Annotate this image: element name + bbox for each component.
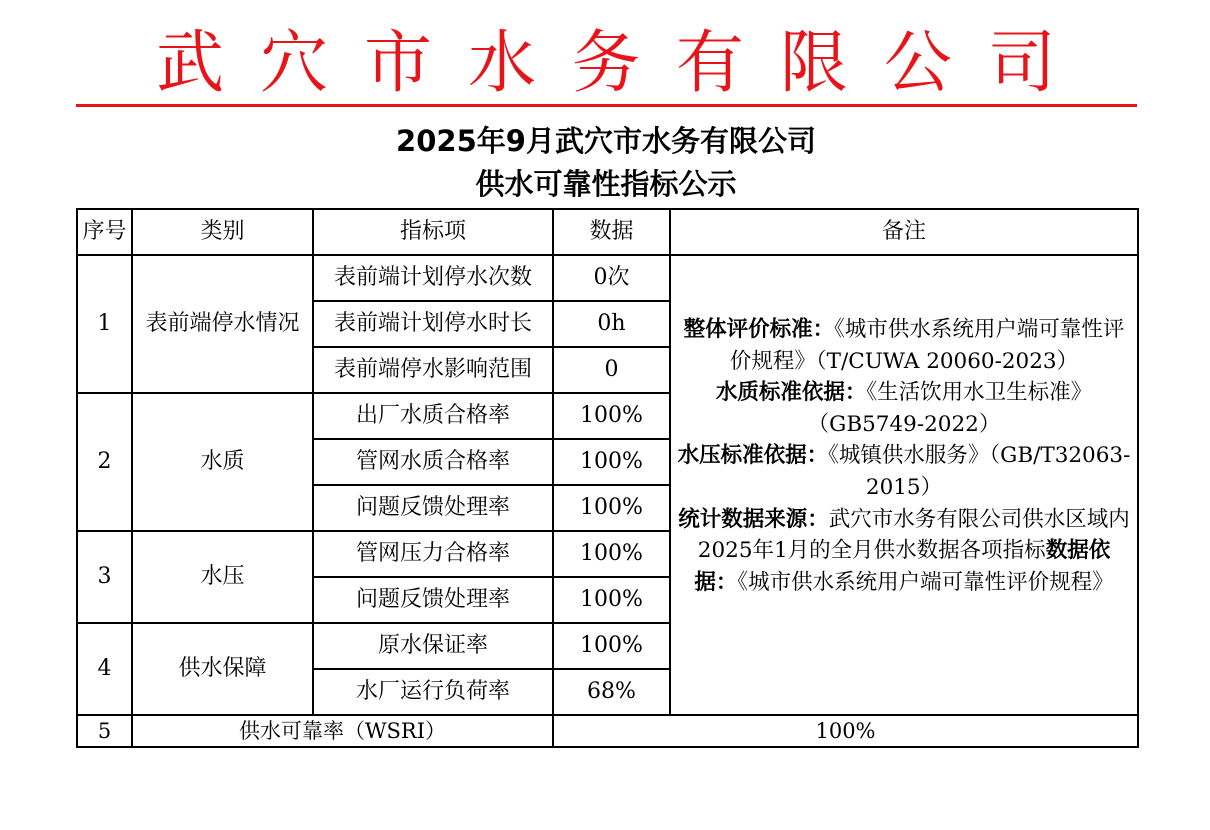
remark-text: 《城市供水系统用户端可靠性评价规程》 <box>737 569 1114 595</box>
page-subtitle: 供水可靠性指标公示 <box>475 167 737 201</box>
indicator-cell: 出厂水质合格率 <box>313 393 553 439</box>
remark <box>677 314 1131 377</box>
remark <box>677 440 1131 503</box>
table-row <box>77 255 1138 301</box>
remark-label: 数据依据： <box>694 538 1111 595</box>
remark-text: 《城市供水系统用户端可靠性评价规程》（T/CUWA 20060-2023） <box>729 317 1125 374</box>
row-number: 1 <box>77 255 132 393</box>
indicator-cell: 表前端计划停水次数 <box>313 255 553 301</box>
indicator-cell: 管网水质合格率 <box>313 439 553 485</box>
value-cell: 100% <box>553 623 670 669</box>
indicator-cell: 水厂运行负荷率 <box>313 669 553 715</box>
value-cell: 100% <box>553 439 670 485</box>
value-cell: 68% <box>553 669 670 715</box>
remark <box>677 504 1131 599</box>
indicator-cell: 原水保证率 <box>313 623 553 669</box>
category-cell: 水质 <box>132 393 313 531</box>
indicator-cell: 问题反馈处理率 <box>313 577 553 623</box>
letterhead-char: 司 <box>987 24 1056 103</box>
indicator-cell: 表前端停水影响范围 <box>313 347 553 393</box>
header-cell: 指标项 <box>313 209 553 255</box>
value-cell: 100% <box>553 577 670 623</box>
category-cell: 表前端停水情况 <box>132 255 313 393</box>
indicator-cell: 问题反馈处理率 <box>313 485 553 531</box>
value-cell: 100% <box>553 531 670 577</box>
remarks-cell <box>670 255 1138 715</box>
indicator-cell: 表前端计划停水时长 <box>313 301 553 347</box>
header-cell: 类别 <box>132 209 313 255</box>
value-cell: 100% <box>553 393 670 439</box>
remark-text: 武穴市水务有限公司供水区域内2025年1月的全月供水数据各项指标 <box>697 506 1130 564</box>
table-header-row <box>77 209 1138 255</box>
remark-text: 《生活饮用水卫生标准》（GB5749-2022） <box>807 380 1093 437</box>
remark-label: 整体评价标准： <box>683 317 835 342</box>
letterhead-char: 水 <box>467 24 536 103</box>
remark-label: 水质标准依据： <box>715 380 867 406</box>
company-letterhead <box>76 22 1136 106</box>
letterhead-char: 有 <box>675 24 744 103</box>
row-number: 3 <box>77 531 132 623</box>
remark <box>677 377 1131 440</box>
value-cell: 0h <box>553 301 670 347</box>
remark-label: 统计数据来源： <box>678 506 829 532</box>
summary-value: 100% <box>553 715 1138 747</box>
category-cell: 水压 <box>132 531 313 623</box>
indicator-cell: 管网压力合格率 <box>313 531 553 577</box>
header-cell: 序号 <box>77 209 132 255</box>
page-title: 2025年9月武穴市水务有限公司 <box>396 124 816 158</box>
letterhead-char: 穴 <box>259 24 328 103</box>
row-number: 4 <box>77 623 132 715</box>
header-cell: 数据 <box>553 209 670 255</box>
summary-row <box>77 715 1138 747</box>
letterhead-char: 武 <box>156 24 225 103</box>
remark-text: 《城镇供水服务》（GB/T32063-2015） <box>828 443 1131 500</box>
row-number: 5 <box>77 715 132 747</box>
letterhead-divider <box>76 104 1137 107</box>
value-cell: 100% <box>553 485 670 531</box>
remark-label: 水压标准依据： <box>677 443 829 469</box>
value-cell: 0次 <box>553 255 670 301</box>
letterhead-char: 限 <box>779 24 848 103</box>
value-cell: 0 <box>553 347 670 393</box>
letterhead-char: 务 <box>571 24 640 103</box>
header-cell: 备注 <box>670 209 1138 255</box>
row-number: 2 <box>77 393 132 531</box>
letterhead-char: 市 <box>363 24 432 103</box>
category-cell: 供水保障 <box>132 623 313 715</box>
letterhead-char: 公 <box>883 24 952 103</box>
reliability-table <box>76 208 1139 748</box>
summary-label: 供水可靠率（WSRI） <box>132 715 553 747</box>
